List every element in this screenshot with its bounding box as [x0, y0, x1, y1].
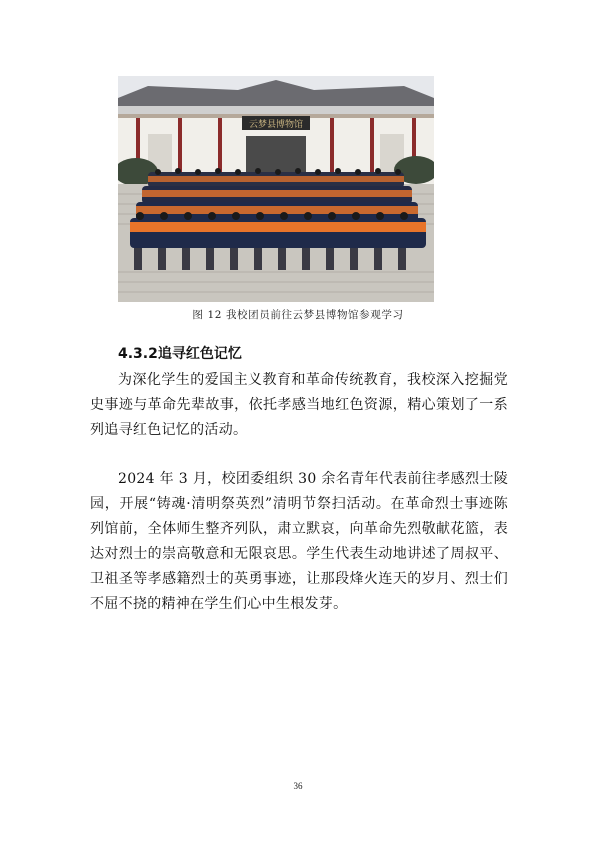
- section-number: 4.3.2: [118, 346, 158, 362]
- figure-caption: 图 12 我校团员前往云梦县博物馆参观学习: [192, 309, 404, 321]
- section-title: 追寻红色记忆: [157, 346, 242, 362]
- page-number: 36: [293, 781, 303, 791]
- group-photo: [118, 76, 434, 302]
- museum-group-photo-icon: [118, 76, 434, 302]
- section-heading: [118, 343, 242, 363]
- paragraph: 为深化学生的爱国主义教育和革命传统教育，我校深入挖掘党史事迹与革命先辈故事，依托孝感当地红色资源，精心策划了一系列追寻红色记忆的活动。: [90, 372, 508, 438]
- museum-sign: 云梦县博物馆: [248, 120, 304, 130]
- paragraph: 2024 年 3 月，校团委组织 30 余名青年代表前往孝感烈士陵园，开展“铸魂·清明祭英烈”清明节祭扫活动。在革命烈士事迹陈列馆前，全体师生整齐列队，肃立默哀，向革命先烈敬献花篮，表达对烈士的崇高敬意和无限哀思。学生代表生动地讲述了周叔平、卫祖圣等孝感籍烈士的英勇事迹，让那段烽火连天的岁月、烈士们不屈不挠的精神在学生们心中生根发芽。: [90, 471, 508, 612]
